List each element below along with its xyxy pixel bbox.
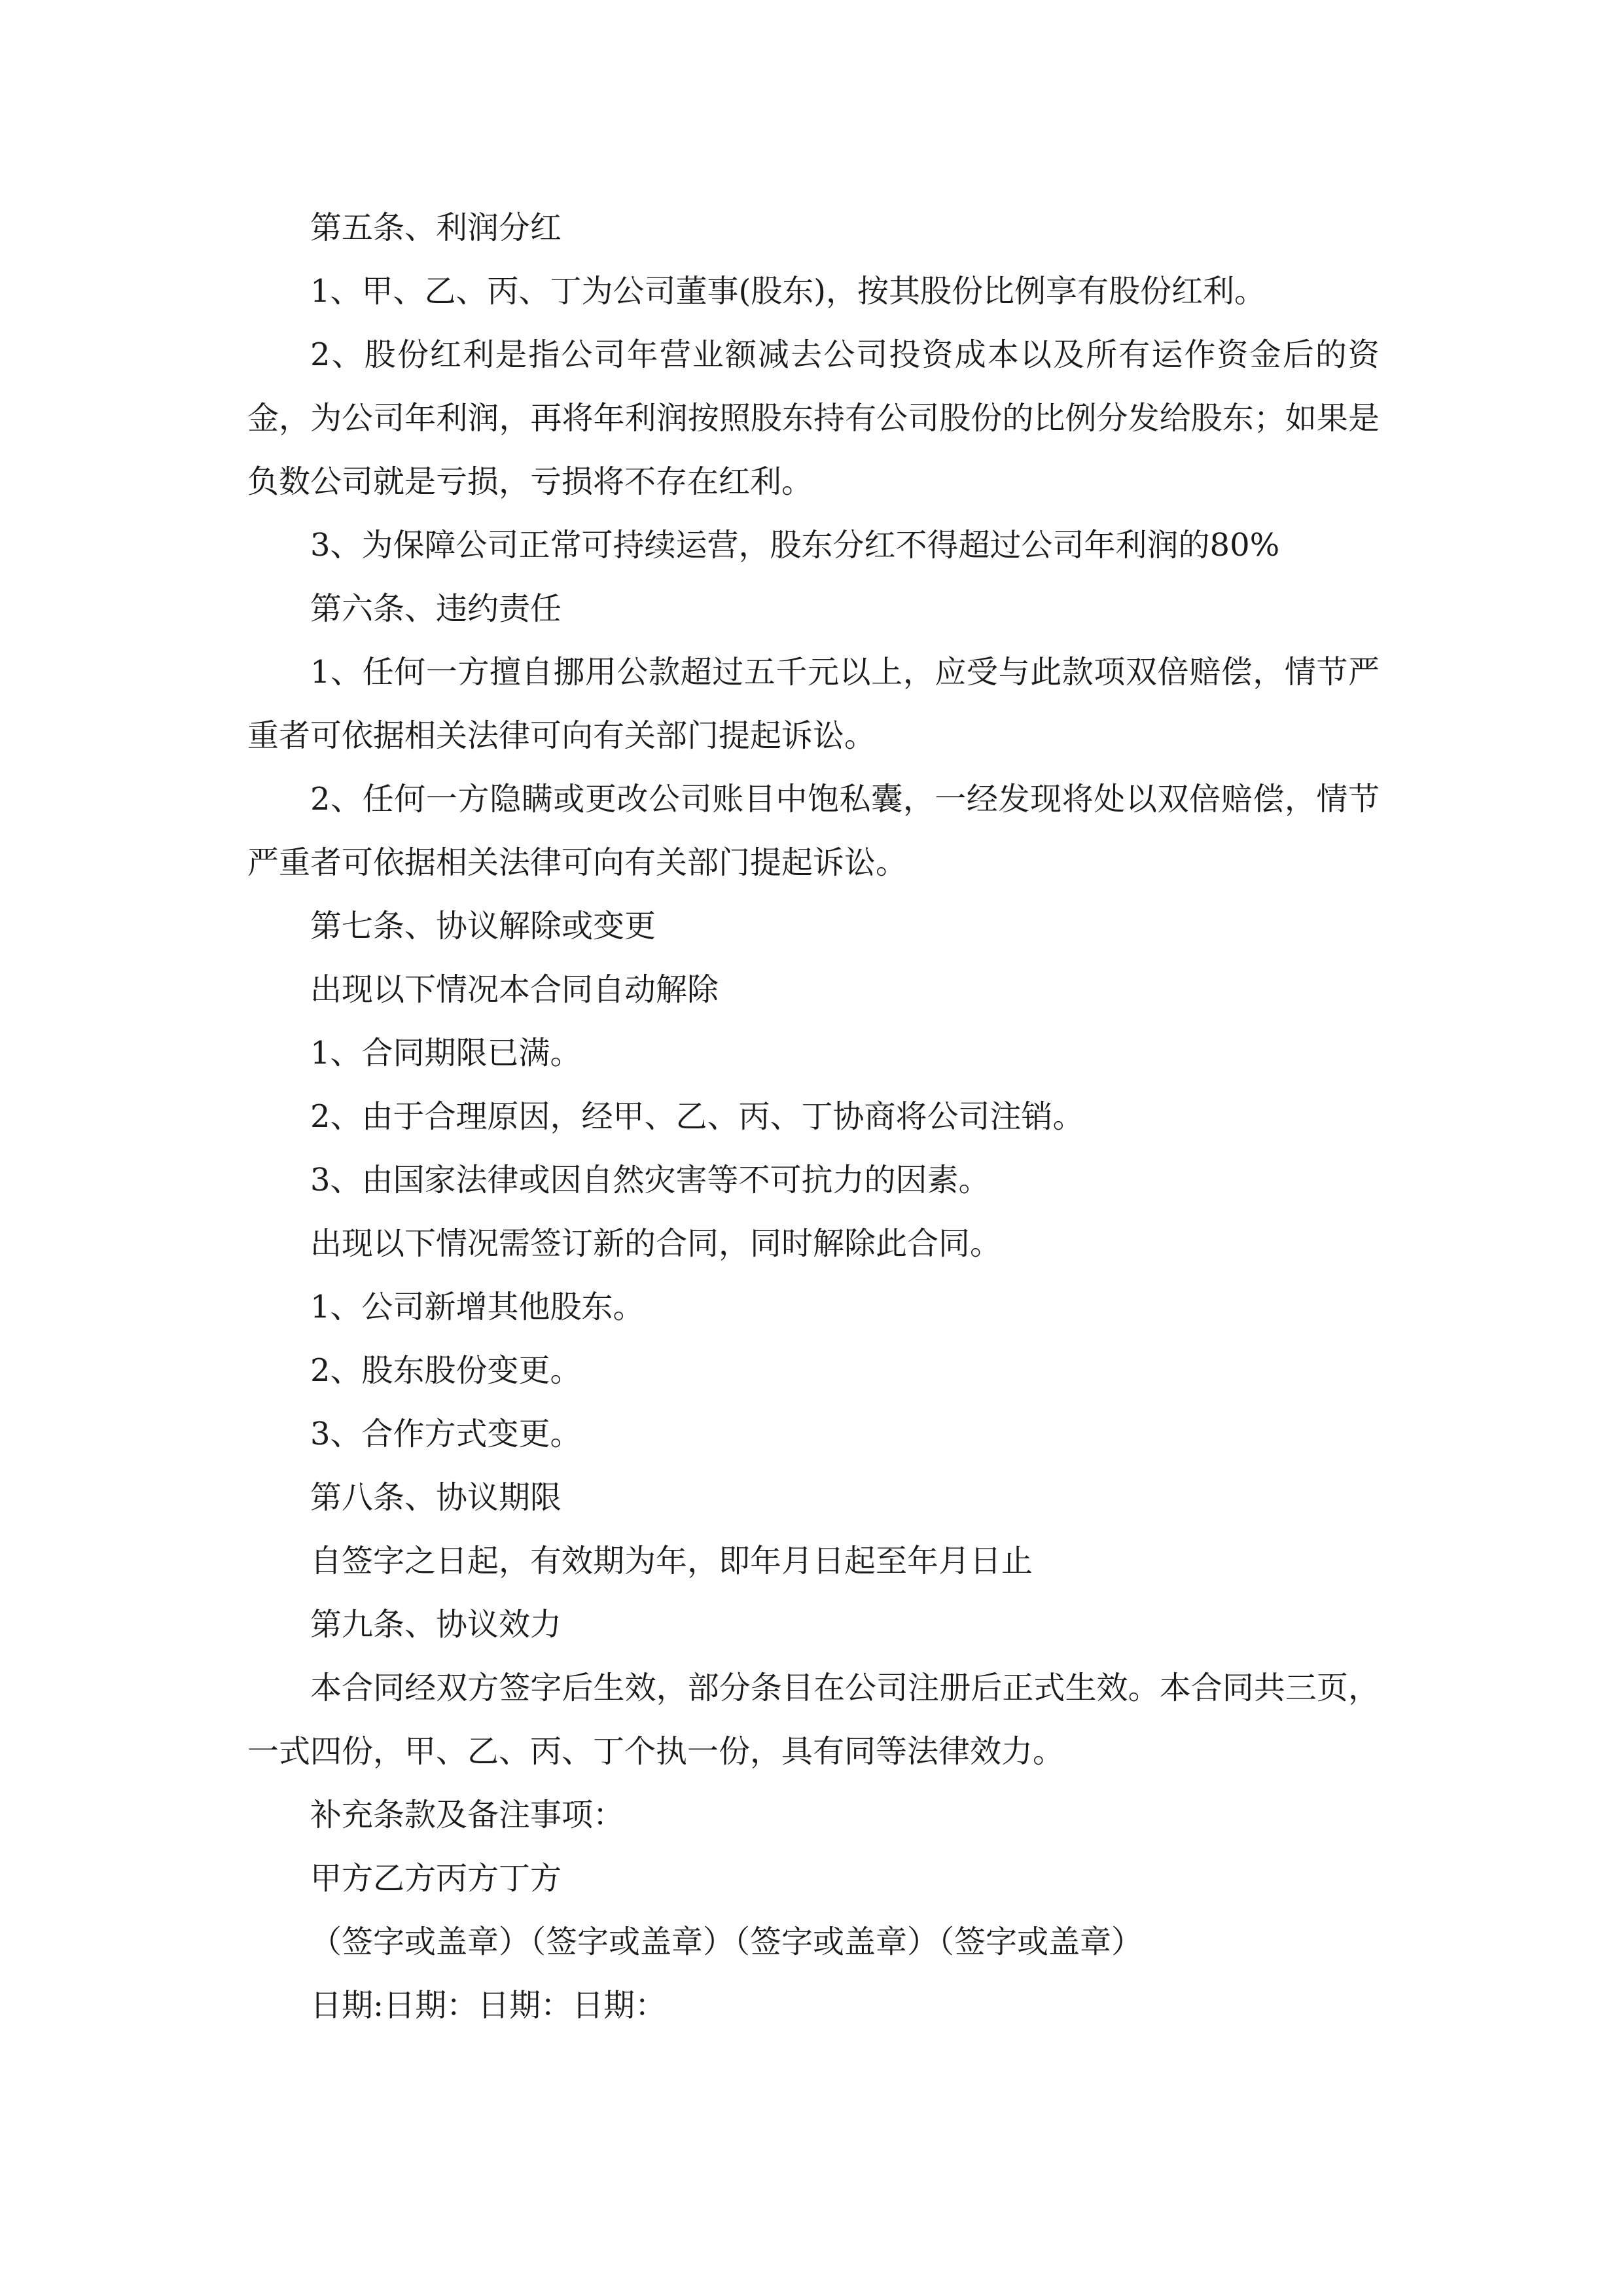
document-body [247, 196, 1380, 2037]
article-5-heading: 第五条、利润分红 [310, 209, 562, 246]
article-6-heading: 第六条、违约责任 [310, 590, 562, 627]
article-9-effect: 本合同经双方签字后生效，部分条目在公司注册后正式生效。本合同共三页，一式四份，甲、乙、丙、丁个执一份，具有同等法律效力。 [247, 1670, 1380, 1770]
auto-termination-item-3: 3、由国家法律或因自然灾害等不可抗力的因素。 [310, 1162, 990, 1198]
auto-termination-intro: 出现以下情况本合同自动解除 [310, 971, 719, 1008]
article-5-clause-3: 3、为保障公司正常可持续运营，股东分红不得超过公司年利润的80% [310, 527, 1280, 564]
new-contract-item-2: 2、股东股份变更。 [310, 1352, 582, 1389]
article-7-heading: 第七条、协议解除或变更 [310, 908, 656, 944]
article-6-clause-2: 2、任何一方隐瞒或更改公司账目中饱私囊，一经发现将处以双倍赔偿，情节严重者可依据相关法律可向有关部门提起诉讼。 [247, 781, 1380, 881]
new-contract-item-1: 1、公司新增其他股东。 [310, 1289, 645, 1325]
supplementary-heading: 补充条款及备注事项： [310, 1797, 625, 1833]
article-6-clause-1: 1、任何一方擅自挪用公款超过五千元以上，应受与此款项双倍赔偿，情节严重者可依据相关法律可向有关部门提起诉讼。 [247, 654, 1380, 754]
article-5-clause-1: 1、甲、乙、丙、丁为公司董事(股东)，按其股份比例享有股份红利。 [310, 273, 1266, 310]
new-contract-item-3: 3、合作方式变更。 [310, 1416, 582, 1452]
article-9-heading: 第九条、协议效力 [310, 1606, 562, 1643]
article-5-clause-2: 2、股份红利是指公司年营业额减去公司投资成本以及所有运作资金后的资金，为公司年利润，再将年利润按照股东持有公司股份的比例分发给股东；如果是负数公司就是亏损，亏损将不存在红利。 [247, 336, 1380, 500]
new-contract-intro: 出现以下情况需签订新的合同，同时解除此合同。 [310, 1225, 1002, 1262]
parties-line: 甲方乙方丙方丁方 [310, 1860, 562, 1897]
auto-termination-item-1: 1、合同期限已满。 [310, 1035, 582, 1071]
article-8-term: 自签字之日起，有效期为年，即年月日起至年月日止 [310, 1543, 1033, 1579]
article-8-heading: 第八条、协议期限 [310, 1479, 562, 1516]
auto-termination-item-2: 2、由于合理原因，经甲、乙、丙、丁协商将公司注销。 [310, 1098, 1084, 1135]
date-line: 日期:日期：日期：日期： [310, 1987, 667, 2024]
signature-line: （签字或盖章）（签字或盖章）（签字或盖章）（签字或盖章） [310, 1924, 1143, 1960]
